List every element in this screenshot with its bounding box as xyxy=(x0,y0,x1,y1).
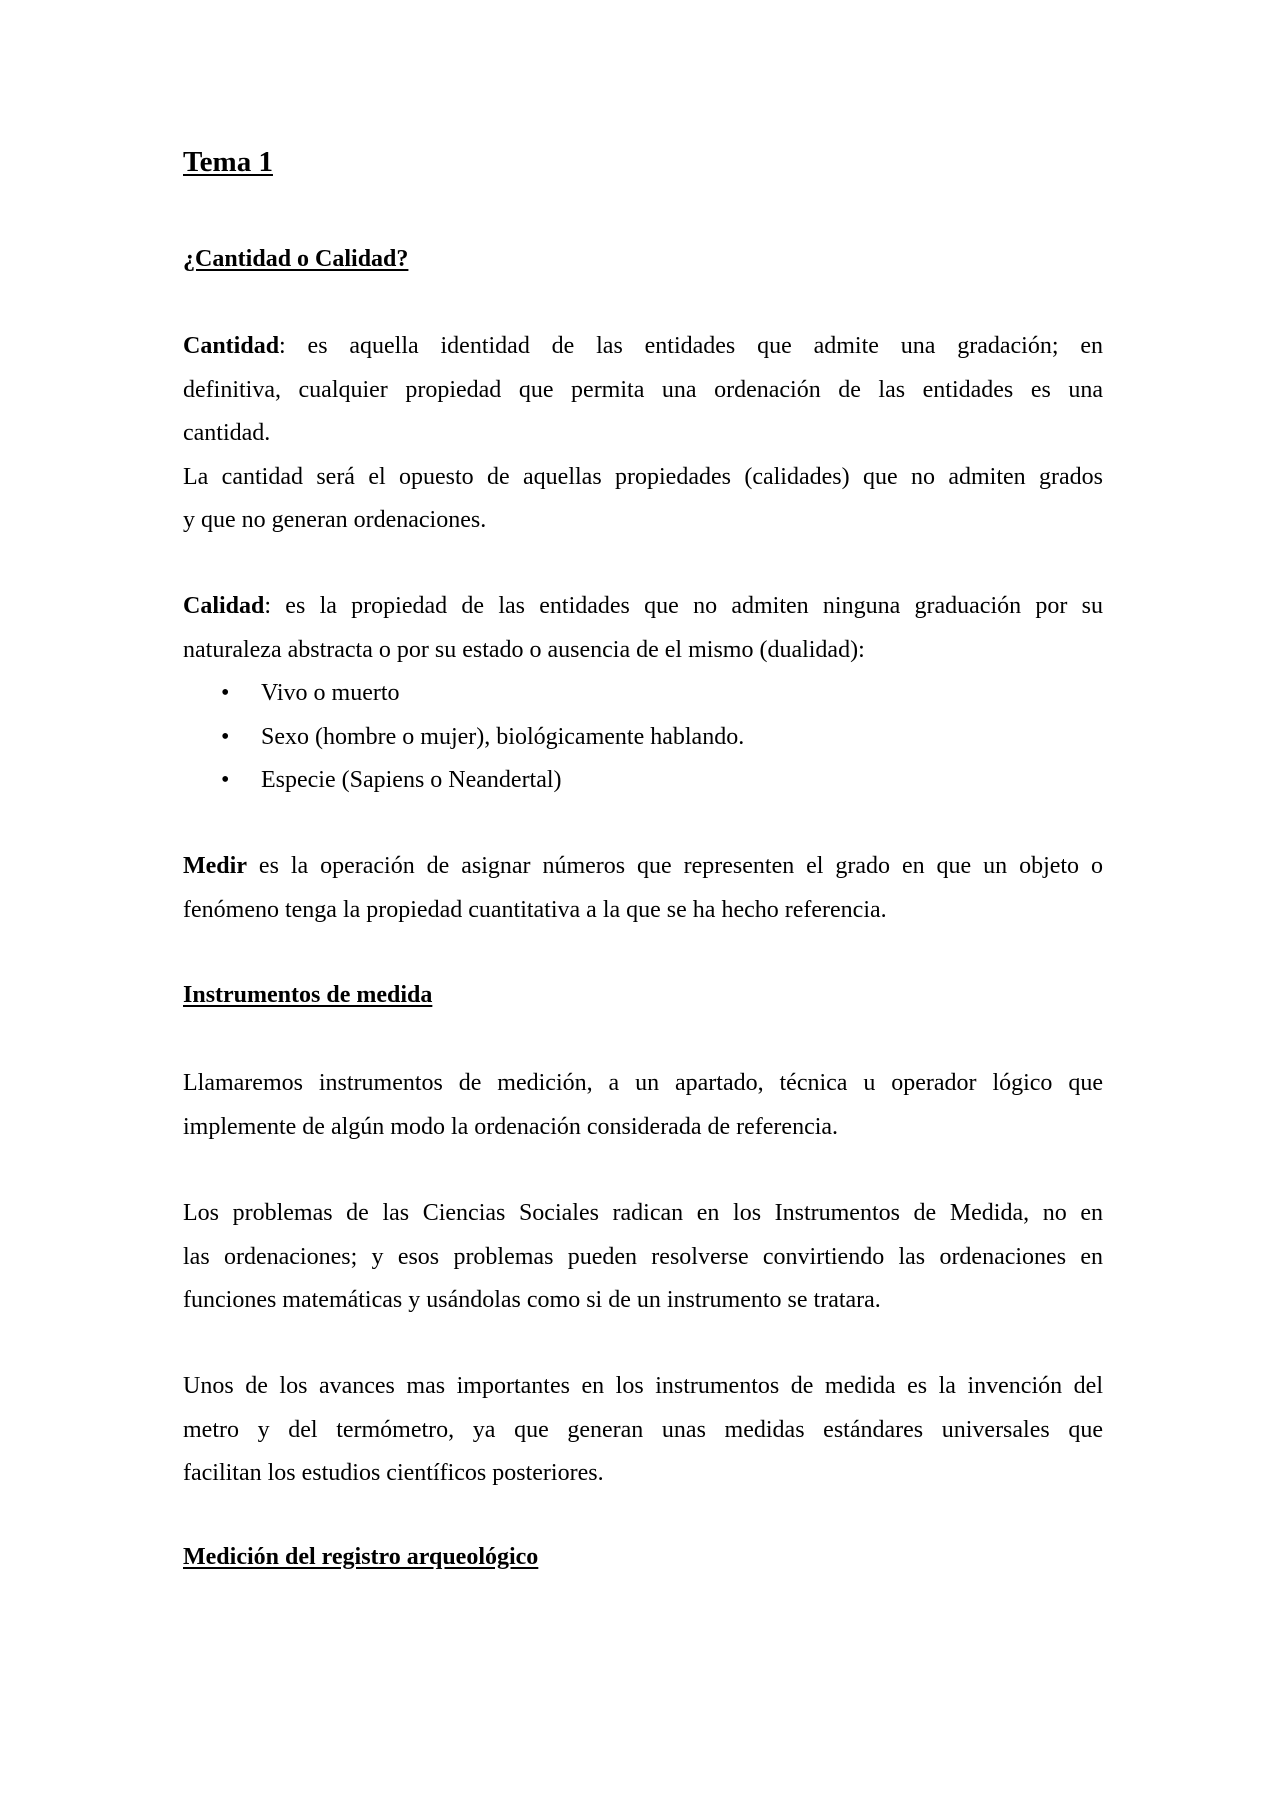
paragraph-line: Medir es la operación de asignar números que representen el grado en que un objeto o xyxy=(183,853,1103,879)
paragraph-line: Unos de los avances mas importantes en los instrumentos de medida es la invención del xyxy=(183,1373,1103,1399)
section-heading-instrumentos: Instrumentos de medida xyxy=(183,982,433,1008)
paragraph-line: cantidad. xyxy=(183,420,271,446)
paragraph-line: las ordenaciones; y esos problemas pueden resolverse convirtiendo las ordenaciones en xyxy=(183,1243,1103,1270)
bullet-icon: • xyxy=(221,767,230,793)
paragraph-line: facilitan los estudios científicos posteriores. xyxy=(183,1460,604,1486)
section-heading-medicion: Medición del registro arqueológico xyxy=(183,1544,539,1570)
list-item: • Vivo o muerto xyxy=(183,672,744,716)
paragraph-line: funciones matemáticas y usándolas como si de un instrumento se tratara. xyxy=(183,1287,881,1313)
bullet-icon: • xyxy=(221,680,230,706)
section-heading-cantidad-calidad: ¿Cantidad o Calidad? xyxy=(183,246,409,272)
paragraph-line: Calidad: es la propiedad de las entidades que no admiten ninguna graduación por su xyxy=(183,593,1103,619)
bullet-list-calidad xyxy=(183,672,744,803)
term-cantidad: Cantidad xyxy=(183,333,280,359)
paragraph-line: metro y del termómetro, ya que generan unas medidas estándares universales que xyxy=(183,1416,1103,1443)
paragraph-line: naturaleza abstracta o por su estado o ausencia de el mismo (dualidad): xyxy=(183,636,865,663)
term-medir: Medir xyxy=(183,853,247,879)
paragraph-calidad xyxy=(183,585,1103,672)
paragraph-line: Llamaremos instrumentos de medición, a un apartado, técnica u operador lógico que xyxy=(183,1070,1103,1096)
paragraph-instrumentos-2 xyxy=(183,1192,1103,1323)
paragraph-instrumentos-1 xyxy=(183,1062,1103,1149)
paragraph-line: fenómeno tenga la propiedad cuantitativa a la que se ha hecho referencia. xyxy=(183,896,887,923)
list-item: • Especie (Sapiens o Neandertal) xyxy=(183,759,744,803)
list-item: • Sexo (hombre o mujer), biológicamente hablando. xyxy=(183,716,744,760)
paragraph-line: definitiva, cualquier propiedad que permita una ordenación de las entidades es una xyxy=(183,376,1103,403)
paragraph-line: Los problemas de las Ciencias Sociales radican en los Instrumentos de Medida, no en xyxy=(183,1200,1103,1226)
paragraph-medir xyxy=(183,845,1103,932)
paragraph-line: La cantidad será el opuesto de aquellas propiedades (calidades) que no admiten grados xyxy=(183,463,1103,490)
paragraph-cantidad xyxy=(183,325,1103,543)
term-calidad: Calidad xyxy=(183,593,265,619)
paragraph-line: Cantidad: es aquella identidad de las entidades que admite una gradación; en xyxy=(183,333,1103,359)
bullet-icon: • xyxy=(221,723,230,750)
paragraph-instrumentos-3 xyxy=(183,1365,1103,1496)
document-title: Tema 1 xyxy=(183,146,273,178)
paragraph-line: y que no generan ordenaciones. xyxy=(183,507,487,533)
paragraph-line: implemente de algún modo la ordenación considerada de referencia. xyxy=(183,1113,839,1140)
